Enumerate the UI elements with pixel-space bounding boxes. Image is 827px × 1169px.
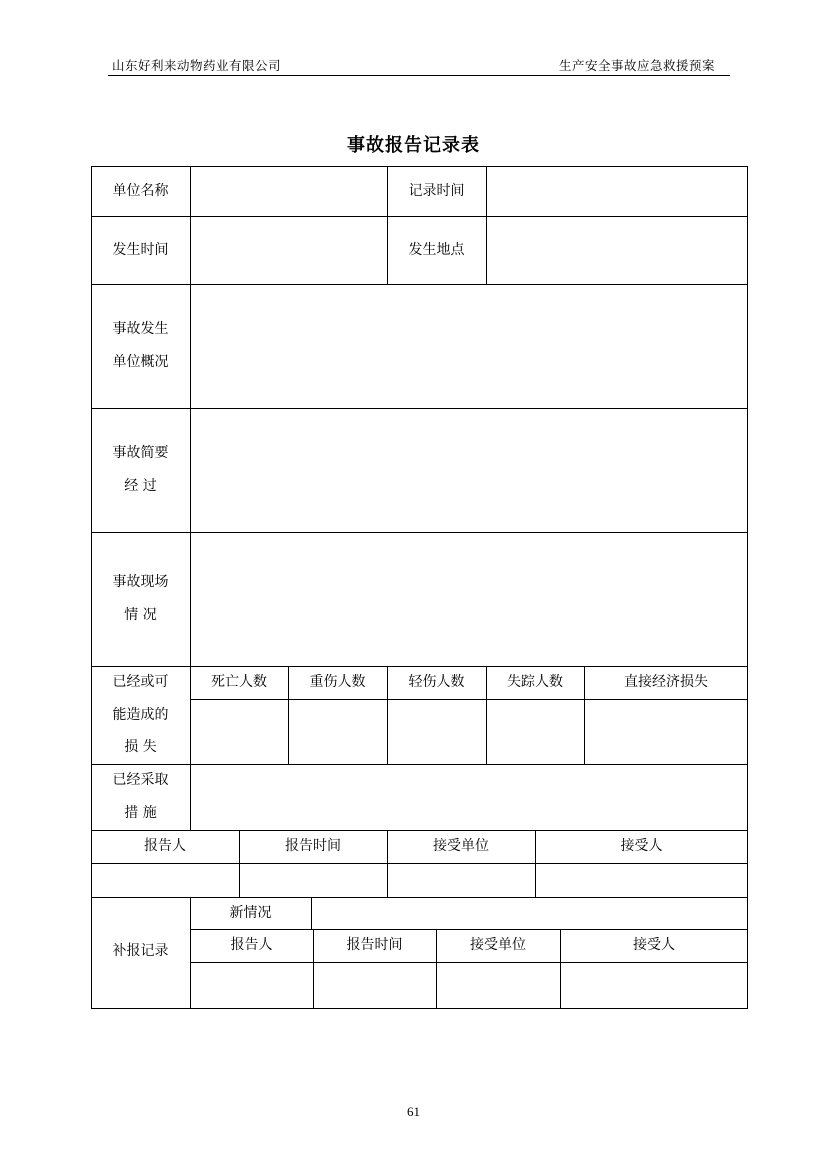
unit-overview-label-line1: 事故发生 — [112, 321, 169, 337]
measures-field[interactable] — [191, 765, 747, 830]
missing-field[interactable] — [487, 700, 584, 764]
supplement-receiver-header: 接受人 — [633, 937, 675, 953]
unit-name-field[interactable] — [191, 167, 387, 216]
record-time-label: 记录时间 — [408, 182, 465, 199]
reporter-field[interactable] — [92, 864, 239, 897]
supplement-reporter-field[interactable] — [191, 963, 313, 1008]
deaths-field[interactable] — [191, 700, 288, 764]
economic-loss-field[interactable] — [585, 700, 747, 764]
deaths-header: 死亡人数 — [211, 674, 267, 690]
unit-overview-label-line2: 单位概况 — [112, 354, 169, 370]
reporter-header: 报告人 — [144, 838, 186, 854]
new-situation-field[interactable] — [312, 898, 747, 929]
supplement-report-time-header: 报告时间 — [346, 937, 403, 953]
receiving-unit-field[interactable] — [388, 864, 535, 897]
table-border-right — [747, 166, 748, 1009]
minor-injuries-header: 轻伤人数 — [408, 674, 465, 690]
brief-field[interactable] — [191, 409, 747, 532]
accident-report-table — [91, 166, 748, 1009]
supplement-reporter-header: 报告人 — [230, 937, 273, 953]
supplement-receiving-unit-header: 接受单位 — [470, 937, 526, 953]
loss-label-line3: 损 失 — [124, 739, 157, 755]
new-situation-label: 新情况 — [229, 904, 272, 921]
unit-name-label: 单位名称 — [112, 182, 169, 199]
header-company: 山东好利来动物药业有限公司 — [112, 58, 282, 73]
report-time-header: 报告时间 — [285, 838, 341, 854]
serious-injuries-header: 重伤人数 — [309, 674, 366, 690]
report-time-field[interactable] — [240, 864, 387, 897]
missing-header: 失踪人数 — [507, 674, 563, 690]
measures-label-line2: 措 施 — [124, 805, 157, 821]
supplement-receiver-field[interactable] — [561, 963, 747, 1008]
receiving-unit-header: 接受单位 — [433, 838, 489, 854]
scene-field[interactable] — [191, 533, 747, 666]
brief-label-line1: 事故简要 — [112, 445, 169, 461]
form-title: 事故报告记录表 — [347, 135, 480, 156]
record-time-field[interactable] — [487, 167, 747, 216]
supplement-record-label: 补报记录 — [112, 943, 169, 959]
economic-loss-header: 直接经济损失 — [624, 674, 708, 690]
brief-label-line2: 经 过 — [124, 478, 157, 494]
occur-place-field[interactable] — [487, 217, 747, 284]
supplement-report-time-field[interactable] — [314, 963, 436, 1008]
loss-label-line2: 能造成的 — [112, 707, 169, 723]
serious-injuries-field[interactable] — [289, 700, 387, 764]
header-document-title: 生产安全事故应急救援预案 — [558, 58, 715, 73]
occur-time-field[interactable] — [191, 217, 387, 284]
page-number: 61 — [407, 1104, 420, 1119]
scene-label-line2: 情 况 — [124, 607, 157, 623]
loss-label-line1: 已经或可 — [112, 674, 169, 690]
header-rule — [108, 75, 730, 76]
receiver-header: 接受人 — [620, 838, 663, 854]
occur-place-label: 发生地点 — [408, 241, 465, 258]
receiver-field[interactable] — [536, 864, 747, 897]
minor-injuries-field[interactable] — [388, 700, 486, 764]
scene-label-line1: 事故现场 — [112, 574, 169, 590]
measures-label-line1: 已经采取 — [112, 772, 169, 788]
occur-time-label: 发生时间 — [112, 241, 169, 258]
unit-overview-field[interactable] — [191, 285, 747, 408]
supplement-receiving-unit-field[interactable] — [437, 963, 560, 1008]
